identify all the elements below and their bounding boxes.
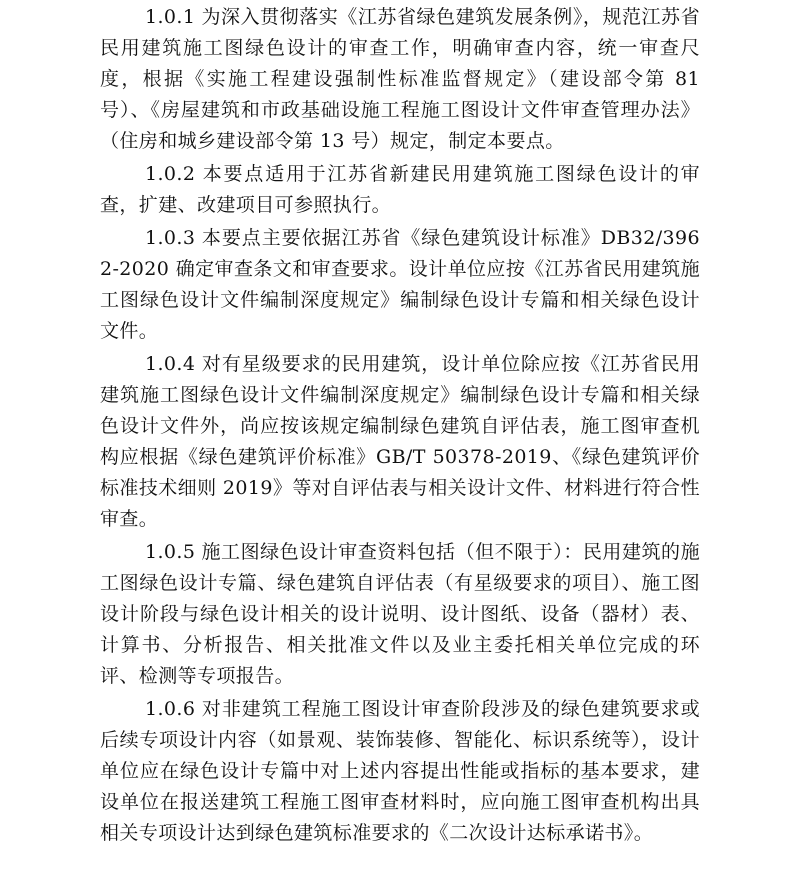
- document-page: [100, 0, 700, 851]
- clause-text: 对有星级要求的民用建筑，设计单位除应按《江苏省民用建筑施工图绿色设计文件编制深度规定》编制绿色设计专篇和相关绿色设计文件外，尚应按该规定编制绿色建筑自评估表，施工图审查机构应根据《绿色建筑评价标准》GB/T 50378-2019、《绿色建筑评价标准技术细则 2019》等对自评估表与相关设计文件、材料进行符合性审查。: [100, 353, 700, 530]
- clause-text: 本要点主要依据江苏省《绿色建筑设计标准》DB32/3962-2020 确定审查条文和审查要求。设计单位应按《江苏省民用建筑施工图绿色设计文件编制深度规定》编制绿色设计专篇和相关绿色设计文件。: [100, 227, 700, 342]
- clause-1-0-1: [100, 2, 700, 157]
- clause-1-0-4: [100, 349, 700, 535]
- clause-1-0-3: [100, 223, 700, 347]
- clause-text: 为深入贯彻落实《江苏省绿色建筑发展条例》，规范江苏省民用建筑施工图绿色设计的审查工作，明确审查内容，统一审查尺度，根据《实施工程建设强制性标准监督规定》（建设部令第 81 号）、《房屋建筑和市政基础设施工程施工图设计文件审查管理办法》（住房和城乡建设部令第 13 号）规定，制定本要点。: [100, 6, 700, 152]
- clause-number: 1.0.4: [145, 353, 196, 375]
- clause-number: 1.0.1: [145, 6, 196, 28]
- clause-number: 1.0.5: [145, 541, 196, 563]
- clause-number: 1.0.6: [145, 698, 196, 720]
- clause-1-0-6: [100, 694, 700, 849]
- clause-text: 本要点适用于江苏省新建民用建筑施工图绿色设计的审查，扩建、改建项目可参照执行。: [100, 163, 700, 216]
- clause-number: 1.0.3: [145, 227, 196, 249]
- clause-number: 1.0.2: [145, 163, 196, 185]
- clause-1-0-5: [100, 537, 700, 692]
- clause-text: 施工图绿色设计审查资料包括（但不限于）：民用建筑的施工图绿色设计专篇、绿色建筑自评估表（有星级要求的项目）、施工图设计阶段与绿色设计相关的设计说明、设计图纸、设备（器材）表、计算书、分析报告、相关批准文件以及业主委托相关单位完成的环评、检测等专项报告。: [100, 541, 700, 687]
- clause-text: 对非建筑工程施工图设计审查阶段涉及的绿色建筑要求或后续专项设计内容（如景观、装饰装修、智能化、标识系统等），设计单位应在绿色设计专篇中对上述内容提出性能或指标的基本要求，建设单位在报送建筑工程施工图审查材料时，应向施工图审查机构出具相关专项设计达到绿色建筑标准要求的《二次设计达标承诺书》。: [100, 698, 700, 844]
- clause-1-0-2: [100, 159, 700, 221]
